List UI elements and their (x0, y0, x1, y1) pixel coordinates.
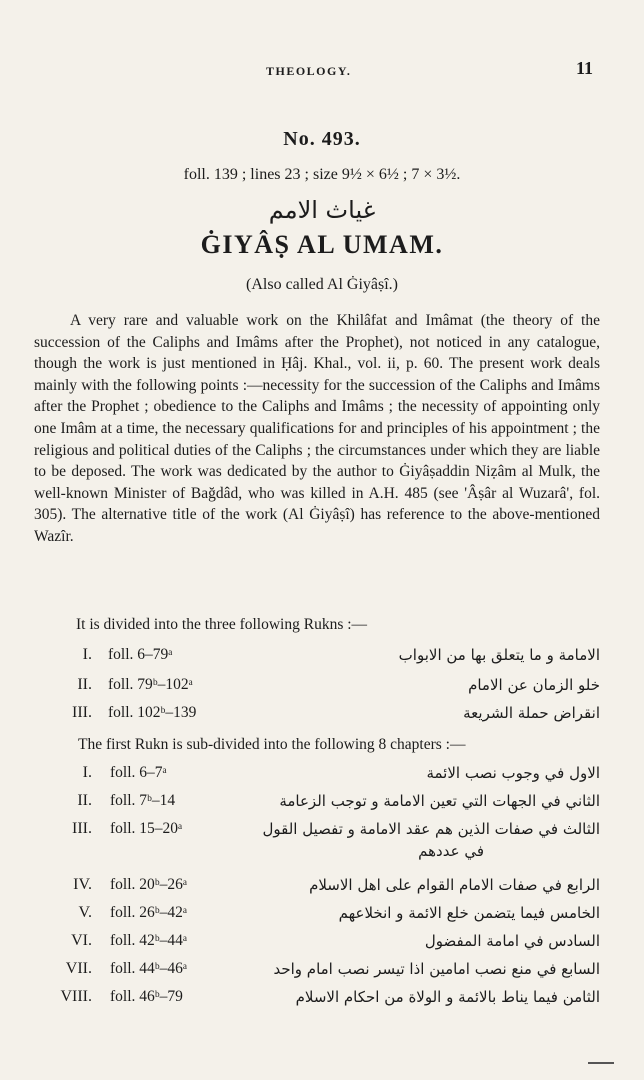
rukn-arabic: خلو الزمان عن الامام (468, 676, 600, 694)
manuscript-details: foll. 139 ; lines 23 ; size 9½ × 6½ ; 7 × 3½. (183, 166, 461, 183)
chapter-row (0, 904, 644, 930)
chapter-row (0, 792, 644, 818)
chapter-arabic: الاول في وجوب نصب الائمة (426, 764, 600, 782)
rukn-folios: foll. 102ᵇ–139 (108, 704, 197, 721)
rukn-arabic: الامامة و ما يتعلق بها من الابواب (398, 646, 600, 664)
chapter-numeral: II. (77, 792, 92, 809)
chapter-folios: foll. 26ᵇ–42ᵃ (110, 904, 188, 921)
entry-number: No. 493. (283, 128, 361, 150)
chapter-arabic-continued: في عددهم (418, 842, 484, 860)
chapter-row (0, 932, 644, 958)
chapter-folios: foll. 15–20ᵃ (110, 820, 183, 837)
chapter-row (0, 876, 644, 902)
chapter-numeral: I. (82, 764, 92, 781)
chapter-row (0, 764, 644, 790)
footer-rule (588, 1062, 614, 1064)
chapter-folios: foll. 44ᵇ–46ᵃ (110, 960, 188, 977)
work-title: ĠIYÂṢ AL UMAM. (200, 230, 444, 259)
rukn-folios: foll. 79ᵇ–102ᵃ (108, 676, 193, 693)
chapter-arabic: السادس في امامة المفضول (424, 932, 600, 950)
rukn-numeral: I. (82, 646, 92, 663)
chapter-folios: foll. 46ᵇ–79 (110, 988, 183, 1005)
page-number: 11 (576, 58, 594, 78)
chapter-numeral: IV. (73, 876, 92, 893)
chapter-arabic: الرابع في صفات الامام القوام على اهل الاسلام (309, 876, 600, 894)
alternate-title: (Also called Al Ġiyâṣî.) (246, 276, 398, 293)
rukn-row (0, 704, 644, 730)
chapter-numeral: III. (72, 820, 92, 837)
chapter-arabic: الثامن فيما يناط بالائمة و الولاة من احكام الاسلام (295, 988, 600, 1006)
chapter-numeral: V. (78, 904, 92, 921)
description-paragraph: A very rare and valuable work on the Khilâfat and Imâmat (the theory of the succession of the Caliphs and Imâms after the Prophet), not noticed in any catalogue, though the work is just mentioned in Ḥâj. Khal., vol. ii, p. 60. The present work deals mainly with the following points :—necessity for the succession of the Caliphs and Imâms after the Prophet ; obedience to the Caliphs and Imâms ; the necessity of appointing only one Imâm at a time, the necessary qualifications for and principles of his appointment ; the religious and political duties of the Caliphs ; the circumstances under which they are liable to be deposed. The work was dedicated by the author to Ġiyâṣaddin Niẓâm al Mulk, the well-known Minister of Bağdâd, who was killed in A.H. 485 (see 'Âṣâr al Wuzarâ', fol. 305). The alternative title of the work (Al Ġiyâṣî) has reference to the above-mentioned Wazîr. (34, 312, 600, 545)
chapter-row (0, 988, 644, 1014)
chapter-arabic: الثاني في الجهات التي تعين الامامة و توجب الزعامة (279, 792, 600, 810)
rukn-row (0, 676, 644, 702)
chapter-arabic: الثالث في صفات الذين هم عقد الامامة و تفصيل القول (262, 820, 600, 838)
rukn-row (0, 646, 644, 672)
rukns-intro: It is divided into the three following Rukns :— (76, 616, 368, 633)
chapter-folios: foll. 42ᵇ–44ᵃ (110, 932, 188, 949)
chapter-folios: foll. 20ᵇ–26ᵃ (110, 876, 188, 893)
arabic-title: غياث الامم (268, 196, 376, 224)
chapters-intro: The first Rukn is sub-divided into the following 8 chapters :— (78, 736, 466, 753)
chapter-folios: foll. 6–7ᵃ (110, 764, 167, 781)
chapter-folios: foll. 7ᵇ–14 (110, 792, 176, 809)
chapter-arabic: الخامس فيما يتضمن خلع الائمة و انخلاعهم (338, 904, 600, 922)
rukn-numeral: III. (72, 704, 92, 721)
chapter-numeral: VIII. (60, 988, 92, 1005)
chapter-numeral: VII. (65, 960, 92, 977)
rukn-folios: foll. 6–79ᵃ (108, 646, 173, 663)
rukn-arabic: انقراض حملة الشريعة (463, 704, 600, 722)
chapter-row (0, 820, 644, 872)
chapter-numeral: VI. (71, 932, 92, 949)
chapter-arabic: السابع في منع نصب امامين اذا تيسر نصب امام واحد (273, 960, 600, 978)
running-title: THEOLOGY. (266, 64, 352, 78)
chapter-row (0, 960, 644, 986)
rukn-numeral: II. (77, 676, 92, 693)
